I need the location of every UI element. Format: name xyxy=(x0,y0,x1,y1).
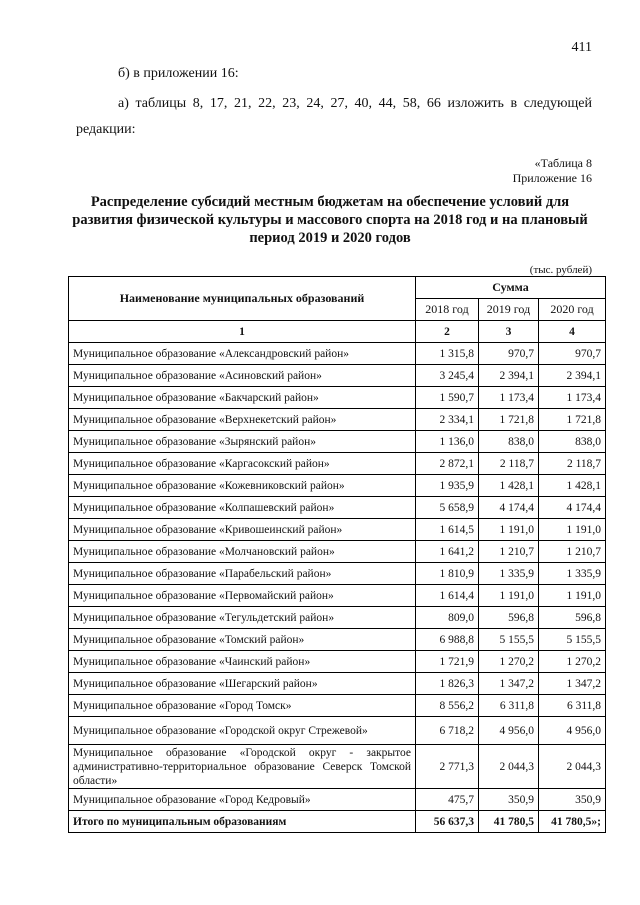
municipality-name: Муниципальное образование «Чаинский район» xyxy=(69,651,416,673)
amount-2019: 1 428,1 xyxy=(479,475,539,497)
amount-2019: 1 721,8 xyxy=(479,409,539,431)
table-caption: Распределение субсидий местным бюджетам на обеспечение условий для развития физической культуры и массового спорта на 2018 год и на плановый период 2019 и 2020 годов xyxy=(72,194,588,246)
municipality-name: Муниципальное образование «Верхнекетский район» xyxy=(69,409,416,431)
total-2018: 56 637,3 xyxy=(416,811,479,833)
header-year-2020: 2020 год xyxy=(539,299,606,321)
amount-2018: 1 826,3 xyxy=(416,673,479,695)
municipality-name: Муниципальное образование «Александровский район» xyxy=(69,343,416,365)
amount-2019: 1 210,7 xyxy=(479,541,539,563)
table-row xyxy=(69,365,606,387)
amount-2019: 1 270,2 xyxy=(479,651,539,673)
amendment-item-a: а) таблицы 8, 17, 21, 22, 23, 24, 27, 40, 44, 58, 66 изложить в следующей редакции: xyxy=(76,96,592,137)
amount-2020: 970,7 xyxy=(539,343,606,365)
header-year-2018: 2018 год xyxy=(416,299,479,321)
amount-2019: 6 311,8 xyxy=(479,695,539,717)
table-label: «Таблица 8 xyxy=(534,156,592,170)
amount-2019: 5 155,5 xyxy=(479,629,539,651)
amount-2018: 1 935,9 xyxy=(416,475,479,497)
amount-2020: 1 347,2 xyxy=(539,673,606,695)
municipality-name: Муниципальное образование «Бакчарский район» xyxy=(69,387,416,409)
amount-2020: 1 191,0 xyxy=(539,585,606,607)
amount-2020: 1 428,1 xyxy=(539,475,606,497)
amount-2019: 2 118,7 xyxy=(479,453,539,475)
amount-2020: 1 270,2 xyxy=(539,651,606,673)
amount-2019: 838,0 xyxy=(479,431,539,453)
table-row xyxy=(69,541,606,563)
amount-2018: 1 315,8 xyxy=(416,343,479,365)
table-row xyxy=(69,651,606,673)
column-number: 2 xyxy=(416,321,479,343)
appendix-label: Приложение 16 xyxy=(512,171,592,185)
table-row xyxy=(69,629,606,651)
municipality-name: Муниципальное образование «Кривошеинский район» xyxy=(69,519,416,541)
amount-2019: 970,7 xyxy=(479,343,539,365)
table-row xyxy=(69,387,606,409)
municipality-name: Муниципальное образование «Тегульдетский район» xyxy=(69,607,416,629)
amount-2018: 1 590,7 xyxy=(416,387,479,409)
column-number: 3 xyxy=(479,321,539,343)
subsidy-table xyxy=(68,276,606,833)
amount-2019: 1 191,0 xyxy=(479,519,539,541)
amount-2020: 1 210,7 xyxy=(539,541,606,563)
table-row xyxy=(69,431,606,453)
table-row xyxy=(69,789,606,811)
table-row xyxy=(69,673,606,695)
amount-2020: 1 335,9 xyxy=(539,563,606,585)
amount-2019: 4 956,0 xyxy=(479,717,539,745)
amount-2020: 350,9 xyxy=(539,789,606,811)
amount-2018: 2 771,3 xyxy=(416,745,479,789)
amount-2020: 6 311,8 xyxy=(539,695,606,717)
amount-2020: 4 956,0 xyxy=(539,717,606,745)
header-sum: Сумма xyxy=(416,277,606,299)
table-row xyxy=(69,563,606,585)
amount-2018: 3 245,4 xyxy=(416,365,479,387)
amount-2018: 5 658,9 xyxy=(416,497,479,519)
municipality-name: Муниципальное образование «Город Томск» xyxy=(69,695,416,717)
municipality-name: Муниципальное образование «Асиновский район» xyxy=(69,365,416,387)
total-label: Итого по муниципальным образованиям xyxy=(69,811,416,833)
amount-2018: 1 641,2 xyxy=(416,541,479,563)
amount-2019: 1 173,4 xyxy=(479,387,539,409)
amount-2020: 838,0 xyxy=(539,431,606,453)
municipality-name: Муниципальное образование «Каргасокский район» xyxy=(69,453,416,475)
amount-2019: 1 191,0 xyxy=(479,585,539,607)
amount-2019: 4 174,4 xyxy=(479,497,539,519)
table-row xyxy=(69,717,606,745)
amendment-item-b: б) в приложении 16: xyxy=(118,66,239,81)
amount-2018: 6 718,2 xyxy=(416,717,479,745)
amount-2020: 1 721,8 xyxy=(539,409,606,431)
units-label: (тыс. рублей) xyxy=(529,264,592,276)
total-row xyxy=(69,811,606,833)
table-row xyxy=(69,475,606,497)
municipality-name: Муниципальное образование «Молчановский район» xyxy=(69,541,416,563)
amount-2018: 809,0 xyxy=(416,607,479,629)
amount-2019: 1 335,9 xyxy=(479,563,539,585)
amount-2018: 2 334,1 xyxy=(416,409,479,431)
table-row xyxy=(69,497,606,519)
table-row xyxy=(69,607,606,629)
amount-2020: 5 155,5 xyxy=(539,629,606,651)
table-row xyxy=(69,585,606,607)
table-reference xyxy=(513,156,592,186)
amount-2019: 350,9 xyxy=(479,789,539,811)
municipality-name: Муниципальное образование «Парабельский район» xyxy=(69,563,416,585)
municipality-name: Муниципальное образование «Городской округ Стрежевой» xyxy=(69,717,416,745)
amount-2020: 1 173,4 xyxy=(539,387,606,409)
page-number: 411 xyxy=(571,40,592,55)
amount-2018: 1 721,9 xyxy=(416,651,479,673)
total-2020: 41 780,5»; xyxy=(539,811,606,833)
municipality-name: Муниципальное образование «Зырянский район» xyxy=(69,431,416,453)
amount-2018: 1 614,5 xyxy=(416,519,479,541)
municipality-name: Муниципальное образование «Город Кедровый» xyxy=(69,789,416,811)
municipality-name: Муниципальное образование «Городской округ - закрытое административно-территориальное образование Северск Томской области» xyxy=(69,745,416,789)
amount-2019: 2 394,1 xyxy=(479,365,539,387)
column-number: 1 xyxy=(69,321,416,343)
amount-2018: 1 136,0 xyxy=(416,431,479,453)
municipality-name: Муниципальное образование «Томский район» xyxy=(69,629,416,651)
header-year-2019: 2019 год xyxy=(479,299,539,321)
municipality-name: Муниципальное образование «Кожевниковский район» xyxy=(69,475,416,497)
amount-2018: 2 872,1 xyxy=(416,453,479,475)
amount-2018: 1 614,4 xyxy=(416,585,479,607)
amount-2019: 596,8 xyxy=(479,607,539,629)
amount-2018: 8 556,2 xyxy=(416,695,479,717)
amount-2019: 2 044,3 xyxy=(479,745,539,789)
municipality-name: Муниципальное образование «Первомайский район» xyxy=(69,585,416,607)
column-number: 4 xyxy=(539,321,606,343)
amount-2020: 2 394,1 xyxy=(539,365,606,387)
total-2019: 41 780,5 xyxy=(479,811,539,833)
table-row xyxy=(69,519,606,541)
amount-2018: 6 988,8 xyxy=(416,629,479,651)
amount-2020: 4 174,4 xyxy=(539,497,606,519)
amount-2020: 1 191,0 xyxy=(539,519,606,541)
amount-2020: 596,8 xyxy=(539,607,606,629)
table-row xyxy=(69,409,606,431)
table-row xyxy=(69,343,606,365)
amount-2020: 2 044,3 xyxy=(539,745,606,789)
municipality-name: Муниципальное образование «Колпашевский район» xyxy=(69,497,416,519)
table-row xyxy=(69,745,606,789)
header-municipality: Наименование муниципальных образований xyxy=(69,277,416,321)
table-row xyxy=(69,695,606,717)
table-row xyxy=(69,453,606,475)
amount-2018: 475,7 xyxy=(416,789,479,811)
amount-2018: 1 810,9 xyxy=(416,563,479,585)
municipality-name: Муниципальное образование «Шегарский район» xyxy=(69,673,416,695)
amount-2019: 1 347,2 xyxy=(479,673,539,695)
amount-2020: 2 118,7 xyxy=(539,453,606,475)
